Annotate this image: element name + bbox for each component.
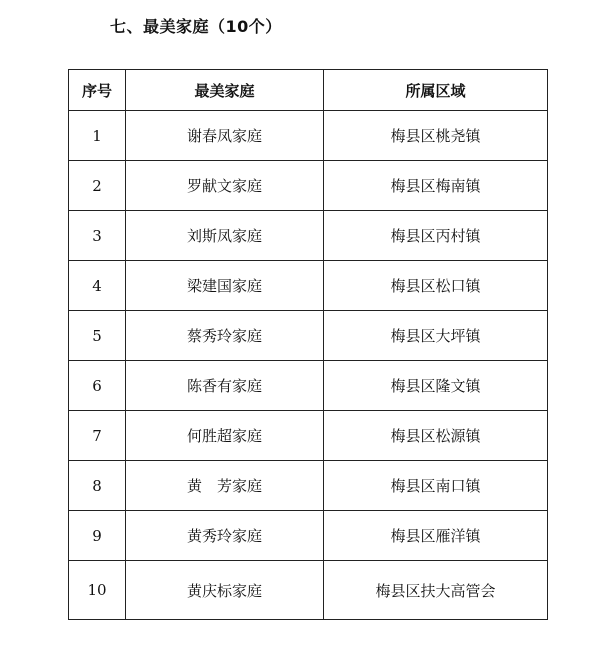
section-title: 七、最美家庭（10个） (110, 17, 282, 36)
header-family: 最美家庭 (126, 70, 324, 111)
cell-family: 刘斯凤家庭 (126, 211, 324, 261)
cell-family: 陈香有家庭 (126, 361, 324, 411)
cell-family: 黄庆标家庭 (126, 561, 324, 620)
cell-serial-number: 7 (69, 411, 126, 461)
table-row (69, 161, 548, 211)
cell-serial-number: 3 (69, 211, 126, 261)
header-region: 所属区域 (324, 70, 548, 111)
cell-serial-number: 10 (69, 561, 126, 620)
cell-region: 梅县区松口镇 (324, 261, 548, 311)
table-row (69, 411, 548, 461)
cell-family: 梁建国家庭 (126, 261, 324, 311)
cell-serial-number: 9 (69, 511, 126, 561)
cell-serial-number: 5 (69, 311, 126, 361)
cell-region: 梅县区南口镇 (324, 461, 548, 511)
cell-region: 梅县区丙村镇 (324, 211, 548, 261)
cell-family: 蔡秀玲家庭 (126, 311, 324, 361)
table-row (69, 511, 548, 561)
cell-region: 梅县区桃尧镇 (324, 111, 548, 161)
cell-serial-number: 8 (69, 461, 126, 511)
cell-serial-number: 4 (69, 261, 126, 311)
cell-region: 梅县区隆文镇 (324, 361, 548, 411)
table-row (69, 211, 548, 261)
cell-family: 谢春凤家庭 (126, 111, 324, 161)
cell-region: 梅县区大坪镇 (324, 311, 548, 361)
table-row (69, 561, 548, 620)
cell-region: 梅县区雁洋镇 (324, 511, 548, 561)
cell-serial-number: 1 (69, 111, 126, 161)
cell-serial-number: 2 (69, 161, 126, 211)
cell-family: 黄 芳家庭 (126, 461, 324, 511)
cell-region: 梅县区松源镇 (324, 411, 548, 461)
table-row (69, 111, 548, 161)
cell-family: 黄秀玲家庭 (126, 511, 324, 561)
table-header-row (69, 70, 548, 111)
cell-region: 梅县区梅南镇 (324, 161, 548, 211)
cell-family: 何胜超家庭 (126, 411, 324, 461)
table-row (69, 361, 548, 411)
cell-family: 罗献文家庭 (126, 161, 324, 211)
award-table (68, 69, 548, 620)
table-row (69, 461, 548, 511)
cell-region: 梅县区扶大高管会 (324, 561, 548, 620)
table-row (69, 261, 548, 311)
header-serial-number: 序号 (69, 70, 126, 111)
table-row (69, 311, 548, 361)
cell-serial-number: 6 (69, 361, 126, 411)
